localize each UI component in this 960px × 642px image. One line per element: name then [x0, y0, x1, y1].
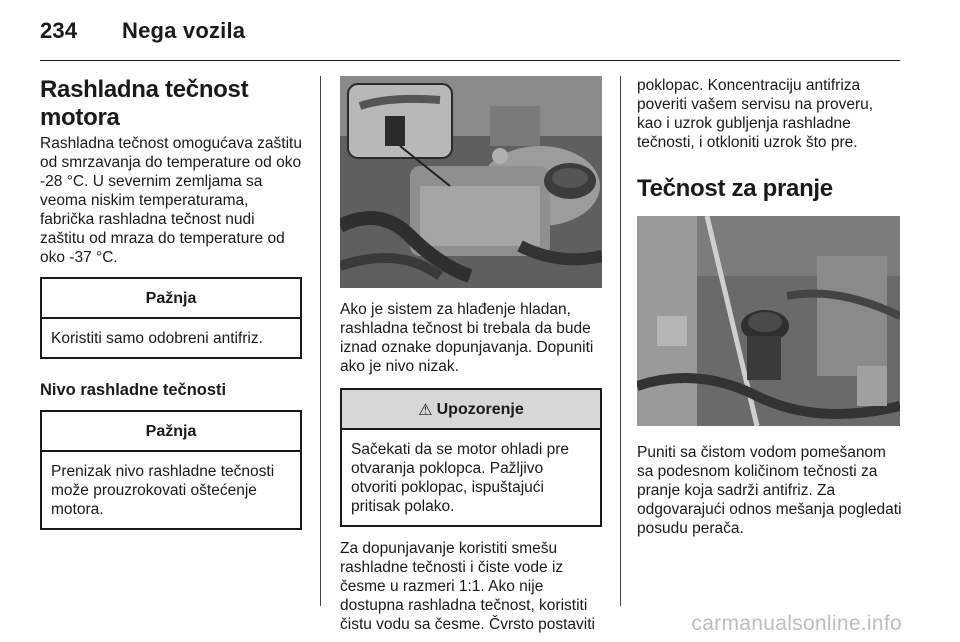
coolant-intro: Rashladna tečnost omogućava zaštitu od smrzavanja do temperature od oko -28 °C. U severnim zemljama sa veoma niskim temperaturama, fabrička rashladna tečnost nudi zaštitu od mraza do temperature od oko -37 °C. — [40, 135, 302, 266]
warning-header — [342, 390, 600, 430]
header-rule — [40, 60, 900, 61]
notice-box — [40, 277, 302, 359]
coolant-check-text: Ako je sistem za hlađenje hladan, rashladna tečnost bi trebala da bude iznad oznake dopunjavanja. Dopuniti ako je nivo nizak. — [340, 301, 594, 375]
column-2 — [340, 76, 602, 634]
column-divider — [320, 76, 321, 606]
notice-title: Pažnja — [42, 412, 300, 452]
warning-text: Sačekati da se motor ohladi pre otvaranja poklopca. Pažljivo otvoriti poklopac, ispuštajući pritisak polako. — [351, 441, 569, 515]
notice-text: Koristiti samo odobreni antifriz. — [51, 330, 263, 347]
coolant-heading: Rashladna tečnost motora — [40, 76, 249, 131]
section-title: Nega vozila — [122, 18, 246, 43]
warning-title: Upozorenje — [436, 401, 524, 418]
column-divider — [620, 76, 621, 606]
refill-text: Za dopunjavanje koristiti smešu rashladne tečnosti i čiste vode iz česme u razmeri 1:1. Ako nije dostupna rashladna tečnost, koristiti čistu vodu sa česme. Čvrsto postaviti — [340, 540, 595, 633]
continued-text: poklopac. Koncentraciju antifriza poveriti vašem servisu na proveru, kao i uzrok gubljenja rashladne tečnosti, i otkloniti uzrok što pre. — [637, 77, 874, 151]
coolant-reservoir-photo — [340, 76, 602, 288]
washer-reservoir-photo — [637, 216, 900, 426]
notice-title: Pažnja — [42, 279, 300, 319]
washer-fluid-heading: Tečnost za pranje — [637, 175, 833, 202]
notice-text: Prenizak nivo rashladne tečnosti može prouzrokovati oštećenje motora. — [51, 463, 275, 518]
watermark: carmanualsonline.info — [691, 612, 902, 635]
page-number: 234 — [40, 18, 78, 43]
warning-box — [340, 388, 602, 527]
page-header — [40, 18, 245, 44]
column-1 — [40, 76, 302, 530]
notice-box — [40, 410, 302, 530]
warning-icon: ⚠ — [418, 400, 433, 419]
column-3 — [637, 76, 902, 538]
coolant-level-heading: Nivo rashladne tečnosti — [40, 381, 227, 399]
washer-fluid-text: Puniti sa čistom vodom pomešanom sa podesnom količinom tečnosti za pranje koja sadrži antifriz. Za odgovarajući odnos mešanja pogledati posudu perača. — [637, 444, 902, 537]
